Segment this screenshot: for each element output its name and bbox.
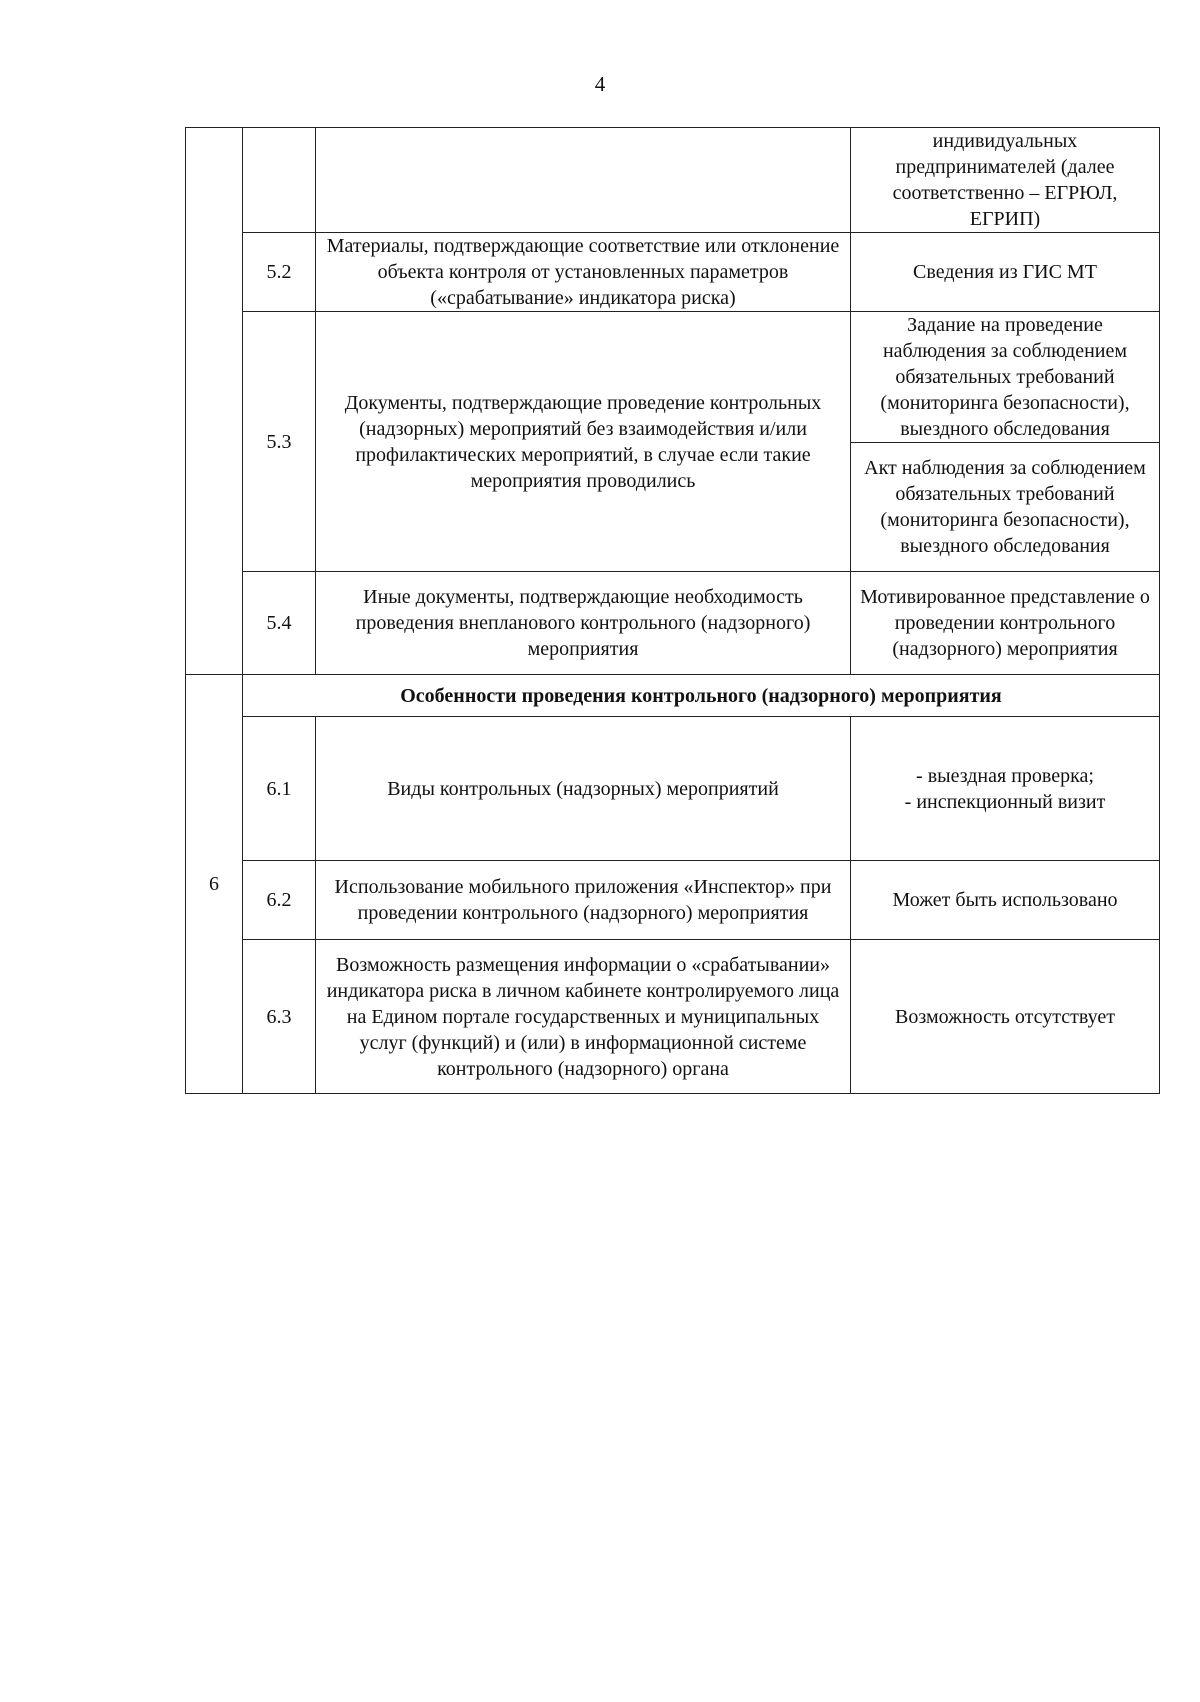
- row-description: Иные документы, подтверждающие необходимость проведения внепланового контрольного (надзорного) мероприятия: [316, 572, 851, 675]
- table-row: [186, 940, 1160, 1094]
- table-row: [186, 675, 1160, 717]
- row-number: 6.1: [243, 717, 316, 861]
- table-row: [186, 128, 1160, 233]
- row-number: 5.2: [243, 233, 316, 312]
- row-description: Виды контрольных (надзорных) мероприятий: [316, 717, 851, 861]
- section-heading: Особенности проведения контрольного (надзорного) мероприятия: [243, 675, 1160, 717]
- table-row: [186, 861, 1160, 940]
- requirements-table: [185, 127, 1160, 1094]
- row-source: Задание на проведение наблюдения за соблюдением обязательных требований (мониторинга безопасности), выездного обследования: [851, 312, 1160, 443]
- row-description: Возможность размещения информации о «срабатывании» индикатора риска в личном кабинете контролируемого лица на Едином портале государственных и муниципальных услуг (функций) и (или) в информационной системе контрольного (надзорного) органа: [316, 940, 851, 1094]
- row-source: Мотивированное представление о проведении контрольного (надзорного) мероприятия: [851, 572, 1160, 675]
- row-description: [316, 128, 851, 233]
- row-description: Материалы, подтверждающие соответствие или отклонение объекта контроля от установленных параметров («срабатывание» индикатора риска): [316, 233, 851, 312]
- row-source: Сведения из ГИС МТ: [851, 233, 1160, 312]
- row-source: Акт наблюдения за соблюдением обязательных требований (мониторинга безопасности), выездного обследования: [851, 443, 1160, 572]
- row-value: [851, 717, 1160, 861]
- value-line: - выездная проверка;: [916, 764, 1094, 787]
- table-row: [186, 312, 1160, 443]
- row-description: Использование мобильного приложения «Инспектор» при проведении контрольного (надзорного) мероприятия: [316, 861, 851, 940]
- table-row: [186, 717, 1160, 861]
- page-number: 4: [594, 72, 606, 96]
- row-value: [851, 861, 1160, 940]
- section-number: 6: [186, 675, 243, 1094]
- row-number: 6.2: [243, 861, 316, 940]
- row-source: индивидуальных предпринимателей (далее соответственно – ЕГРЮЛ, ЕГРИП): [851, 128, 1160, 233]
- table-row: [186, 572, 1160, 675]
- value-line: - инспекционный визит: [904, 790, 1106, 813]
- value-line: Может быть использовано: [892, 889, 1118, 911]
- row-number: 6.3: [243, 940, 316, 1094]
- row-number: [243, 128, 316, 233]
- row-number: 5.4: [243, 572, 316, 675]
- value-line: Возможность отсутствует: [895, 1005, 1115, 1028]
- table-row: [186, 233, 1160, 312]
- row-value: [851, 940, 1160, 1094]
- row-description: Документы, подтверждающие проведение контрольных (надзорных) мероприятий без взаимодействия и/или профилактических мероприятий, в случае если такие мероприятия проводились: [316, 312, 851, 572]
- section-number-cell: [186, 128, 243, 675]
- row-number: 5.3: [243, 312, 316, 572]
